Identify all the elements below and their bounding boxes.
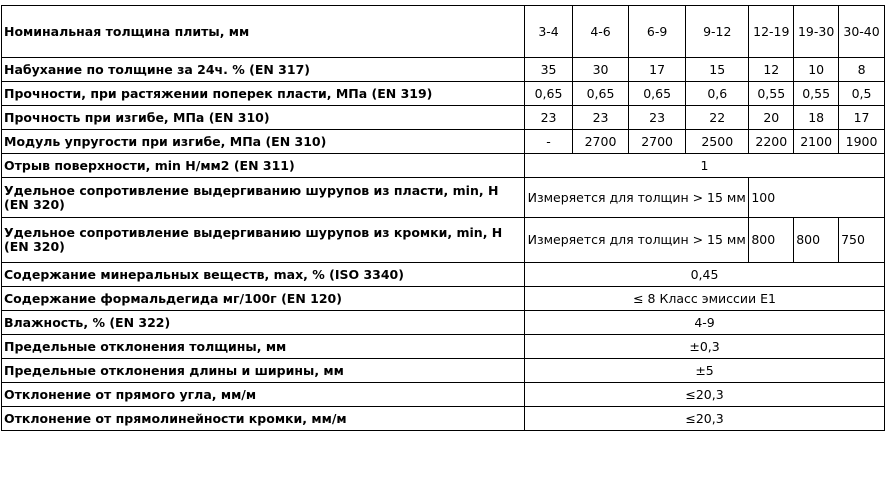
value-cell: 23	[572, 106, 628, 130]
value-cell: 17	[629, 58, 686, 82]
table-row-screw-face	[2, 178, 885, 218]
row-label: Удельное сопротивление выдергиванию шурупов из кромки, min, Н (EN 320)	[2, 218, 525, 263]
value-cell: 4-9	[525, 311, 885, 335]
value-cell: 2500	[686, 130, 749, 154]
value-cell: 30	[572, 58, 628, 82]
thickness-cell: 3-4	[525, 6, 573, 58]
value-cell: 2100	[794, 130, 839, 154]
row-label: Прочность при изгибе, МПа (EN 310)	[2, 106, 525, 130]
value-cell: 12	[749, 58, 794, 82]
value-cell: 0,65	[629, 82, 686, 106]
value-cell: 8	[839, 58, 885, 82]
table-row-surface	[2, 154, 885, 178]
row-label: Отрыв поверхности, min Н/мм2 (EN 311)	[2, 154, 525, 178]
value-cell: 750	[839, 218, 885, 263]
table-row-mineral	[2, 263, 885, 287]
table-row-formaldehyde	[2, 287, 885, 311]
table-row-tensile	[2, 82, 885, 106]
value-cell: 10	[794, 58, 839, 82]
value-cell: 1900	[839, 130, 885, 154]
table-row-dev-length	[2, 359, 885, 383]
row-label: Содержание минеральных веществ, max, % (ISO 3340)	[2, 263, 525, 287]
table-row-moisture	[2, 311, 885, 335]
row-label: Прочности, при растяжении поперек пласти, МПа (EN 319)	[2, 82, 525, 106]
value-cell: 15	[686, 58, 749, 82]
table-row-dev-thickness	[2, 335, 885, 359]
row-label: Модуль упругости при изгибе, МПа (EN 310)	[2, 130, 525, 154]
value-cell: 35	[525, 58, 573, 82]
value-cell: 22	[686, 106, 749, 130]
value-cell: 0,55	[749, 82, 794, 106]
value-cell: 0,65	[525, 82, 573, 106]
thickness-cell: 19-30	[794, 6, 839, 58]
row-label: Номинальная толщина плиты, мм	[2, 6, 525, 58]
value-cell: ±0,3	[525, 335, 885, 359]
value-cell: 23	[525, 106, 573, 130]
value-cell: ≤ 8 Класс эмиссии Е1	[525, 287, 885, 311]
thickness-cell: 30-40	[839, 6, 885, 58]
table-row-modulus	[2, 130, 885, 154]
row-label: Удельное сопротивление выдергиванию шурупов из пласти, min, Н (EN 320)	[2, 178, 525, 218]
specifications-table	[1, 5, 885, 431]
value-cell: 23	[629, 106, 686, 130]
value-cell: 800	[794, 218, 839, 263]
value-cell: 0,65	[572, 82, 628, 106]
thickness-cell: 9-12	[686, 6, 749, 58]
value-cell: 2700	[629, 130, 686, 154]
table-row-dev-angle	[2, 383, 885, 407]
table-row-swelling	[2, 58, 885, 82]
thickness-cell: 4-6	[572, 6, 628, 58]
value-cell: ≤20,3	[525, 383, 885, 407]
value-cell: 0,55	[794, 82, 839, 106]
table-row-screw-edge	[2, 218, 885, 263]
row-label: Предельные отклонения толщины, мм	[2, 335, 525, 359]
thickness-cell: 6-9	[629, 6, 686, 58]
value-cell: 0,5	[839, 82, 885, 106]
value-cell: 20	[749, 106, 794, 130]
table-row-thickness	[2, 6, 885, 58]
value-cell: 0,6	[686, 82, 749, 106]
row-label: Предельные отклонения длины и ширины, мм	[2, 359, 525, 383]
table-row-dev-edge	[2, 407, 885, 431]
row-label: Отклонение от прямого угла, мм/м	[2, 383, 525, 407]
value-cell: 2700	[572, 130, 628, 154]
value-cell: 18	[794, 106, 839, 130]
value-cell: ≤20,3	[525, 407, 885, 431]
note-cell: Измеряется для толщин > 15 мм	[525, 218, 749, 263]
value-cell: ±5	[525, 359, 885, 383]
row-label: Набухание по толщине за 24ч. % (EN 317)	[2, 58, 525, 82]
value-cell: 17	[839, 106, 885, 130]
value-cell: 800	[749, 218, 794, 263]
note-cell: Измеряется для толщин > 15 мм	[525, 178, 749, 218]
row-label: Отклонение от прямолинейности кромки, мм/м	[2, 407, 525, 431]
thickness-cell: 12-19	[749, 6, 794, 58]
value-cell: 100	[749, 178, 885, 218]
value-cell: 0,45	[525, 263, 885, 287]
value-cell: -	[525, 130, 573, 154]
row-label: Содержание формальдегида мг/100г (EN 120)	[2, 287, 525, 311]
table-row-bending	[2, 106, 885, 130]
value-cell: 2200	[749, 130, 794, 154]
row-label: Влажность, % (EN 322)	[2, 311, 525, 335]
value-cell: 1	[525, 154, 885, 178]
